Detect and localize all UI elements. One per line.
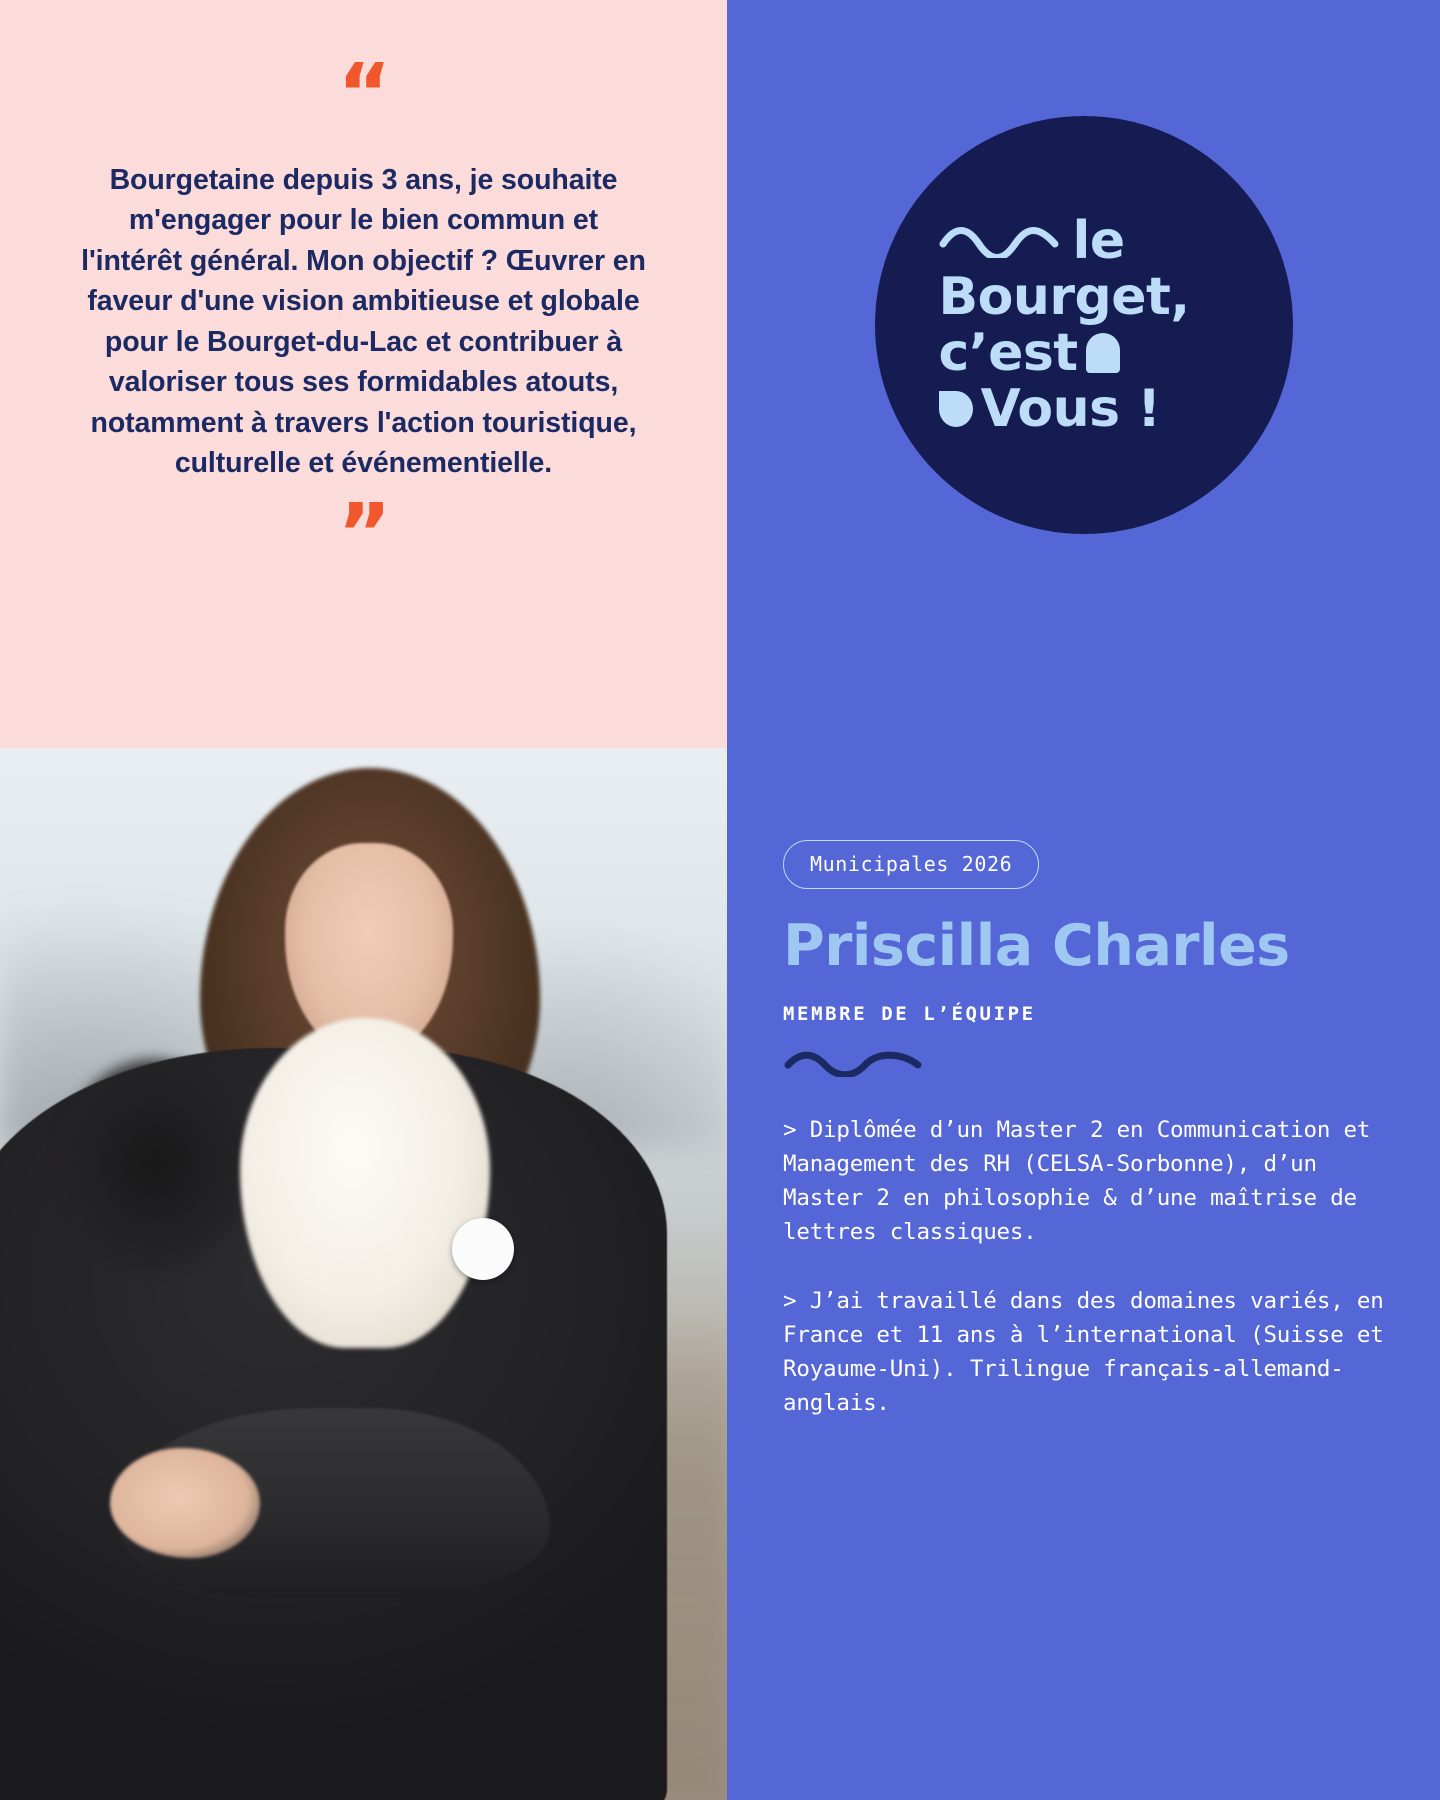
logo-word-vous: Vous !	[980, 379, 1161, 440]
bio-item: > Diplômée d’un Master 2 en Communication et Management des RH (CELSA-Sorbonne), d’un Master 2 en philosophie & d’une maîtrise de lettres classiques.	[783, 1116, 1371, 1246]
candidate-photo	[0, 748, 727, 1800]
election-badge: Municipales 2026	[783, 840, 1039, 889]
campaign-logo	[875, 116, 1293, 534]
logo-text-group	[938, 210, 1239, 440]
logo-word-bourget: Bourget,	[938, 266, 1190, 327]
candidate-role: MEMBRE DE L’ÉQUIPE	[783, 1002, 1036, 1025]
wave-icon	[939, 224, 1059, 258]
quote-open-icon: “	[337, 47, 390, 142]
candidate-name: Priscilla Charles	[783, 913, 1290, 979]
photo-lapel-pin	[452, 1218, 514, 1280]
photo-scarf-layer	[240, 1018, 490, 1348]
right-panel	[727, 0, 1440, 1800]
quote-block	[0, 0, 727, 748]
candidate-bio	[783, 1113, 1384, 1421]
logo-line-3	[939, 325, 1239, 381]
photo-fur-collar-layer	[60, 1058, 250, 1268]
leaf-shape-icon	[939, 391, 973, 427]
wave-divider-icon	[783, 1051, 1384, 1077]
logo-line-4	[939, 379, 1239, 440]
logo-line-1	[939, 210, 1239, 271]
photo-hand-layer	[110, 1448, 260, 1558]
logo-word-le: le	[1072, 210, 1125, 271]
quote-close-icon: ”	[337, 486, 390, 582]
bio-item: > J’ai travaillé dans des domaines variés, en France et 11 ans à l’international (Suisse et Royaume-Uni). Trilingue français-allemand-anglais.	[783, 1287, 1384, 1417]
logo-word-cest: c’est	[938, 323, 1078, 383]
arch-shape-icon	[1086, 333, 1120, 373]
quote-text: Bourgetaine depuis 3 ans, je souhaite m'engager pour le bien commun et l'intérêt général. Mon objectif ? Œuvrer en faveur d'une vision ambitieuse et globale pour le Bourget-du-Lac et contribuer à valoriser tous ses formidables atouts, notamment à travers l'action touristique, culturelle et événementielle.	[81, 164, 646, 480]
